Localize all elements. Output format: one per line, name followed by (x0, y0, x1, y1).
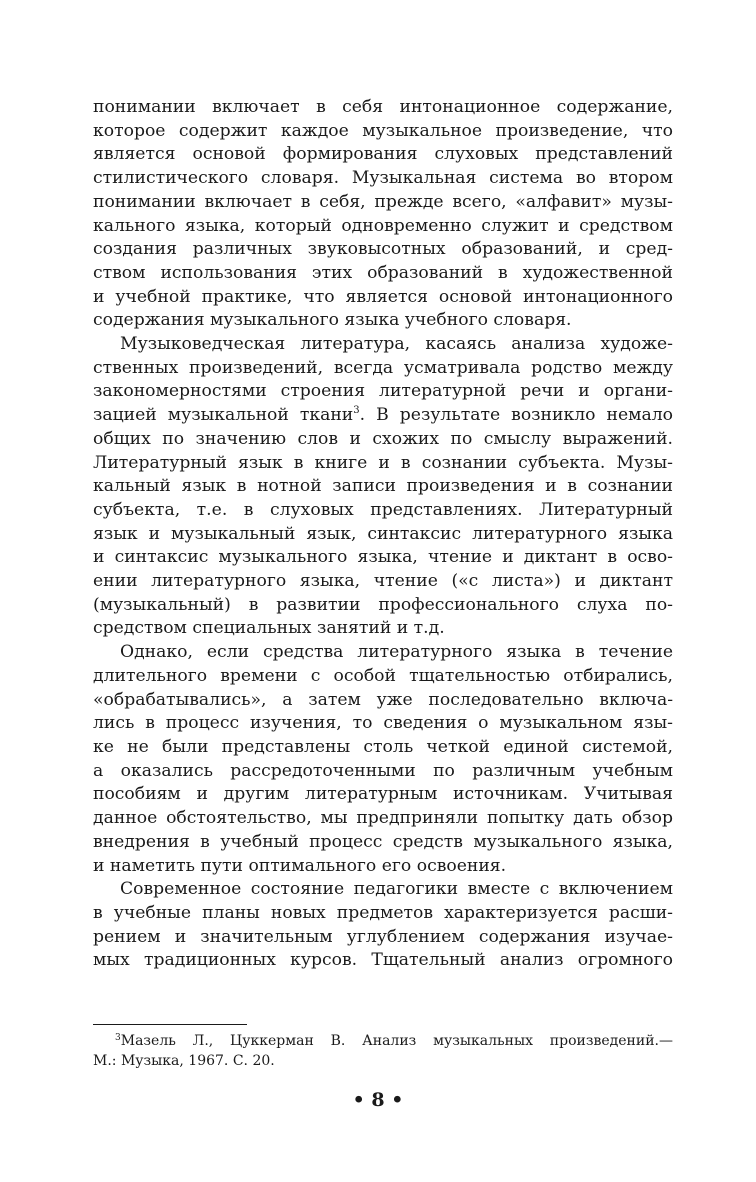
paragraph-3 (93, 641, 673, 878)
text-line: понимании включает в себя интонационное содержание, (93, 97, 673, 117)
footnote (93, 1031, 673, 1071)
text-line: ке не были представлены столь четкой единой системой, (93, 736, 673, 757)
text-line: «обрабатывались», а затем уже последовательно включа- (93, 689, 673, 710)
text-line: ством использования этих образований в художественной (93, 262, 673, 283)
page-body (93, 96, 673, 973)
text-line: данное обстоятельство, мы предприняли попытку дать обзор (93, 808, 673, 829)
text-line: и учебной практике, что является основой интонационного (93, 286, 673, 307)
text-line: общих по значению слов и схожих по смыслу выражений. (93, 428, 673, 449)
text-line: является основой формирования слуховых представлений (93, 144, 673, 165)
text-line: кальный язык в нотной записи произведения и в сознании (93, 476, 673, 497)
text-line: мых традиционных курсов. Тщательный анализ огромного (93, 950, 673, 971)
text-line: кального языка, который одновременно служит и средством (93, 215, 673, 236)
text-line: Современное состояние педагогики вместе с включением (120, 879, 673, 900)
text-line: Литературный язык в книге и в сознании субъекта. Музы- (93, 452, 673, 473)
paragraph-1 (93, 96, 673, 333)
text-line: пособиям и другим литературным источникам. Учитывая (93, 784, 673, 805)
text-line: внедрения в учебный процесс средств музыкального языка, (93, 831, 673, 852)
text-line: (музыкальный) в развитии профессионального слуха по- (93, 594, 673, 615)
text-line: закономерностями строения литературной речи и органи- (93, 381, 673, 402)
text-line: лись в процесс изучения, то сведения о музыкальном язы- (93, 713, 673, 734)
text-fragment: зацией музыкальной ткани (93, 405, 354, 426)
text-line: длительного времени с особой тщательностью отбирались, (93, 665, 673, 686)
text-line: а оказались рассредоточенными по различным учебным (93, 760, 673, 781)
text-line: создания различных звуковысотных образований, и сред- (93, 239, 673, 260)
text-line: Музыковедческая литература, касаясь анализа художе- (120, 334, 673, 355)
text-fragment: . В результате возникло немало (359, 405, 673, 426)
text-line: рением и значительным углублением содержания изучае- (93, 926, 673, 947)
paragraph-2 (93, 333, 673, 641)
footnote-marker: 3 (115, 1033, 121, 1043)
page-number: • 8 • (352, 1089, 404, 1111)
text-line: в учебные планы новых предметов характеризуется расши- (93, 902, 673, 923)
text-line: и наметить пути оптимального его освоения. (93, 855, 507, 876)
footnote-divider (93, 1024, 247, 1025)
text-line: Однако, если средства литературного языка в течение (120, 642, 673, 663)
text-line: которое содержит каждое музыкальное произведение, что (93, 120, 673, 141)
text-line: язык и музыкальный язык, синтаксис литературного языка (93, 523, 673, 544)
text-line: и синтаксис музыкального языка, чтение и диктант в осво- (93, 547, 673, 568)
text-line: средством специальных занятий и т.д. (93, 618, 445, 639)
text-line: понимании включает в себя, прежде всего, «алфавит» музы- (93, 191, 673, 212)
paragraph-4 (93, 878, 673, 973)
footnote-line (93, 1031, 673, 1051)
footnote-line: М.: Музыка, 1967. С. 20. (93, 1053, 275, 1069)
text-line-with-footnote (93, 404, 673, 428)
text-line: содержания музыкального языка учебного словаря. (93, 310, 572, 331)
text-line: субъекта, т.е. в слуховых представлениях. Литературный (93, 499, 673, 520)
text-line: стилистического словаря. Музыкальная система во втором (93, 168, 673, 189)
footnote-text: Мазель Л., Цуккерман В. Анализ музыкальных произведений.— (120, 1033, 673, 1049)
text-line: ении литературного языка, чтение («с листа») и диктант (93, 571, 673, 592)
footnote-reference[interactable]: 3 (353, 405, 360, 417)
text-line: ственных произведений, всегда усматривала родство между (93, 357, 673, 378)
